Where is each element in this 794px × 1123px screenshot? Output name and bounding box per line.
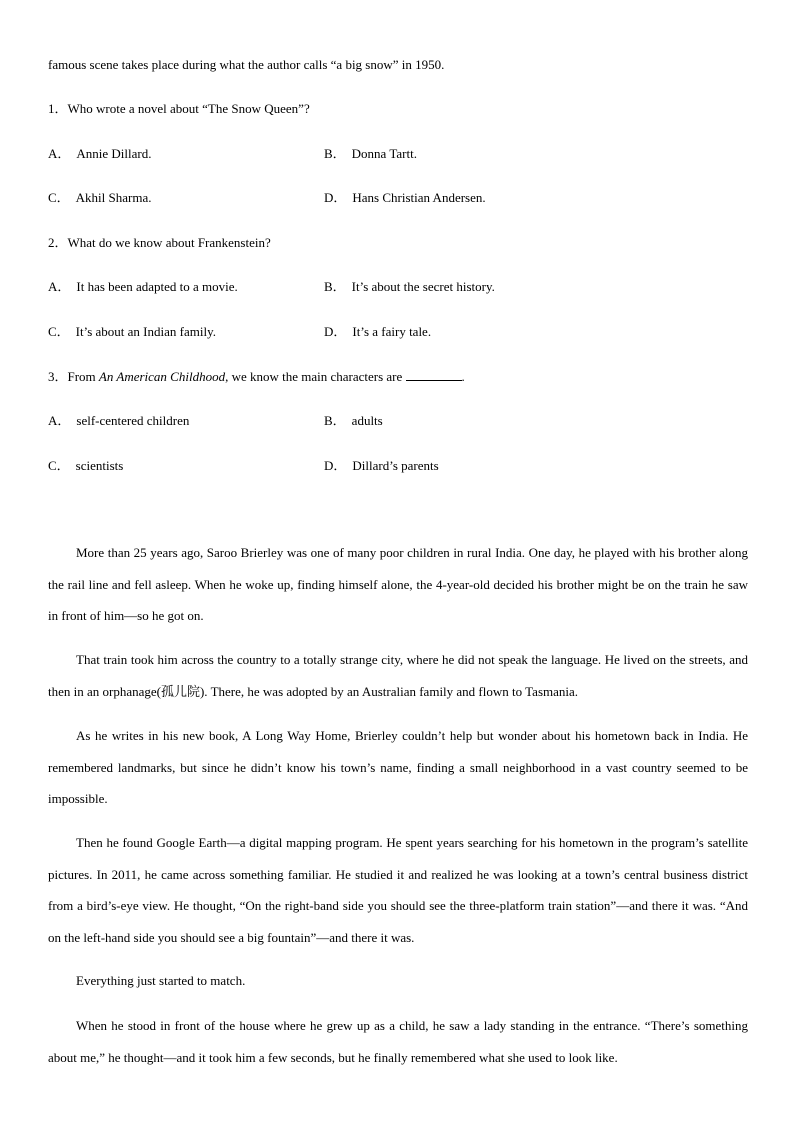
passage-paragraph-6: When he stood in front of the house where he grew up as a child, he saw a lady standing in the entrance. “There’s something about me,” he thought—and it took him a few seconds, but he finally remembered what she used to look like. xyxy=(48,1018,748,1065)
option-text: Hans Christian Andersen. xyxy=(352,190,486,205)
option-text: Annie Dillard. xyxy=(76,146,152,161)
question-1-option-c xyxy=(48,190,152,206)
stem-prefix: 3．From xyxy=(48,369,99,384)
question-3-option-a xyxy=(48,413,189,429)
option-text: It’s about an Indian family. xyxy=(75,324,216,339)
option-text: scientists xyxy=(75,458,124,473)
question-1-option-a xyxy=(48,146,151,162)
question-3-option-c xyxy=(48,458,123,474)
stem-end: . xyxy=(461,369,465,384)
option-letter: A． xyxy=(48,413,71,428)
option-letter: D． xyxy=(324,324,347,339)
option-letter: B． xyxy=(324,146,346,161)
passage-paragraph-5: Everything just started to match. xyxy=(76,973,246,988)
option-letter: C． xyxy=(48,458,70,473)
question-2-stem: 2．What do we know about Frankenstein? xyxy=(48,235,271,250)
question-1-stem: 1．Who wrote a novel about “The Snow Queen”? xyxy=(48,101,310,116)
option-text: It’s about the secret history. xyxy=(351,279,495,294)
option-letter: A． xyxy=(48,146,71,161)
question-2-option-a xyxy=(48,279,238,295)
question-3-stem xyxy=(48,368,465,385)
option-letter: B． xyxy=(324,279,346,294)
question-3-option-b xyxy=(324,413,383,429)
question-2-option-c xyxy=(48,324,216,340)
passage-paragraph-2: That train took him across the country to a totally strange city, where he did not speak the language. He lived on the streets, and then in an orphanage(孤儿院). There, he was adopted by an Australian family and flown to Tasmania. xyxy=(48,652,748,699)
option-letter: C． xyxy=(48,324,70,339)
option-text: adults xyxy=(351,413,383,428)
option-letter: A． xyxy=(48,279,71,294)
question-2-option-b xyxy=(324,279,495,295)
option-text: self-centered children xyxy=(76,413,190,428)
option-text: It has been adapted to a movie. xyxy=(76,279,238,294)
stem-suffix: , we know the main characters are xyxy=(225,369,406,384)
intro-line: famous scene takes place during what the author calls “a big snow” in 1950. xyxy=(48,57,445,72)
question-3-option-d xyxy=(324,458,439,474)
question-2-option-d xyxy=(324,324,431,340)
question-1-option-b xyxy=(324,146,417,162)
option-text: Akhil Sharma. xyxy=(75,190,152,205)
option-letter: C． xyxy=(48,190,70,205)
passage-paragraph-4: Then he found Google Earth—a digital mapping program. He spent years searching for his hometown in the program’s satellite pictures. In 2011, he came across something familiar. He studied it and realized he was looking at a town’s central business district from a bird’s-eye view. He thought, “On the right-band side you should see the three-platform train station”—and there it was. “And on the left-hand side you should see a big fountain”—and there it was. xyxy=(48,835,748,945)
option-letter: B． xyxy=(324,413,346,428)
option-text: Donna Tartt. xyxy=(351,146,417,161)
answer-blank xyxy=(406,368,462,381)
option-text: It’s a fairy tale. xyxy=(352,324,432,339)
question-1-option-d xyxy=(324,190,486,206)
option-letter: D． xyxy=(324,190,347,205)
book-title: An American Childhood xyxy=(98,369,226,384)
option-text: Dillard’s parents xyxy=(352,458,439,473)
passage-paragraph-3: As he writes in his new book, A Long Way Home, Brierley couldn’t help but wonder about his hometown back in India. He remembered landmarks, but since he didn’t know his town’s name, finding a small neighborhood in a vast country seemed to be impossible. xyxy=(48,728,748,806)
passage-paragraph-1: More than 25 years ago, Saroo Brierley was one of many poor children in rural India. One day, he played with his brother along the rail line and fell asleep. When he woke up, finding himself alone, the 4-year-old decided his brother might be on the train he saw in front of him—so he got on. xyxy=(48,545,748,623)
option-letter: D． xyxy=(324,458,347,473)
